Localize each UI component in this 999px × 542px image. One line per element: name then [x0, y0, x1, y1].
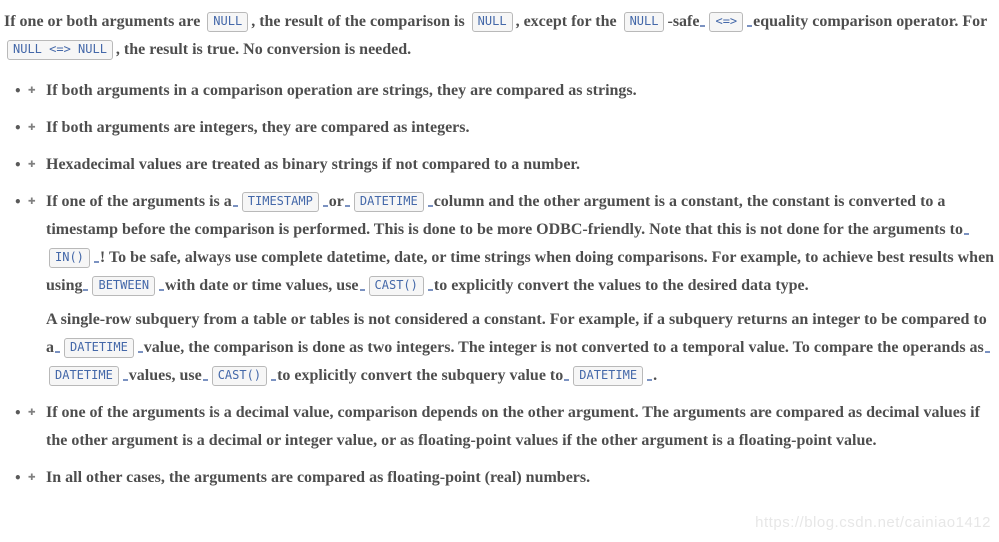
code-link[interactable]: DATETIME: [64, 338, 134, 358]
code-link[interactable]: BETWEEN: [92, 276, 155, 296]
anchor-arrow-icon[interactable]: ✚: [28, 473, 36, 483]
watermark-text: https://blog.csdn.net/cainiao1412: [755, 514, 991, 531]
link-underline-mark: [203, 366, 208, 381]
link-underline-mark: [964, 220, 969, 235]
bullet-dot: •: [14, 84, 22, 98]
intro-paragraph: If one or both arguments are NULL , the result of the comparison is NULL , except for the NULL -safe <=> equality comparison operator. For NULL <=> NULL , the result is true. No conversion is needed.: [4, 13, 987, 58]
list-item-paragraph: If one of the arguments is a TIMESTAMP or DATETIME column and the other argument is a constant, the constant is converted to a timestamp before the comparison is performed. This is done to be more ODBC-friendly. Note that this is not done for the arguments toIN() ! To be safe, always use complete datetime, date, or time strings when doing comparisons. For example, to achieve best results when using BETWEEN with date or time values, use CAST() to explicitly convert the values to the desired data type.: [46, 193, 995, 294]
link-underline-mark: [94, 248, 99, 263]
list-item: [14, 77, 999, 105]
list-item-content: [46, 188, 998, 390]
code-link[interactable]: IN(): [49, 248, 90, 268]
bullet-dot: •: [14, 406, 22, 420]
bullet-dot: •: [14, 471, 22, 485]
link-underline-mark: [985, 338, 990, 353]
code-link[interactable]: DATETIME: [573, 366, 643, 386]
list-item: [14, 399, 999, 455]
list-item-content: [46, 399, 998, 455]
link-underline-mark: [159, 276, 164, 291]
link-underline-mark: [55, 338, 60, 353]
list-item: [14, 464, 999, 492]
link-underline-mark: [345, 192, 350, 207]
anchor-arrow-icon[interactable]: ✚: [28, 123, 36, 133]
link-underline-mark: [83, 276, 88, 291]
list-item: [14, 151, 999, 179]
link-underline-mark: [323, 192, 328, 207]
link-underline-mark: [233, 192, 238, 207]
list-item-content: [46, 77, 998, 105]
anchor-arrow-icon[interactable]: ✚: [28, 408, 36, 418]
list-item-content: [46, 464, 998, 492]
code-literal: NULL <=> NULL: [7, 40, 113, 60]
code-literal: NULL: [207, 12, 248, 32]
list-item: [14, 188, 999, 390]
code-link[interactable]: DATETIME: [354, 192, 424, 212]
list-item-content: [46, 151, 998, 179]
code-link[interactable]: DATETIME: [49, 366, 119, 386]
link-underline-mark: [700, 12, 705, 27]
code-literal: NULL: [624, 12, 665, 32]
bullet-dot: •: [14, 195, 22, 209]
link-underline-mark: [647, 366, 652, 381]
link-underline-mark: [564, 366, 569, 381]
link-underline-mark: [271, 366, 276, 381]
link-underline-mark: [123, 366, 128, 381]
code-link[interactable]: CAST(): [369, 276, 424, 296]
bullet-dot: •: [14, 121, 22, 135]
link-underline-mark: [428, 192, 433, 207]
list-item-paragraph: If both arguments are integers, they are compared as integers.: [46, 119, 470, 136]
anchor-arrow-icon[interactable]: ✚: [28, 86, 36, 96]
anchor-arrow-icon[interactable]: ✚: [28, 197, 36, 207]
bullet-dot: •: [14, 158, 22, 172]
code-link[interactable]: <=>: [709, 12, 743, 32]
link-underline-mark: [138, 338, 143, 353]
list-item-paragraph: Hexadecimal values are treated as binary strings if not compared to a number.: [46, 156, 581, 173]
list-item-paragraph: A single-row subquery from a table or tables is not considered a constant. For example, if a subquery returns an integer to be compared to a DATETIME value, the comparison is done as two integers. The integer is not converted to a temporal value. To compare the operands asDATETIME values, use CAST() to explicitly convert the subquery value to DATETIME .: [46, 306, 998, 390]
comparison-rules-list: [4, 77, 999, 492]
code-link[interactable]: CAST(): [212, 366, 267, 386]
list-item-paragraph: If both arguments in a comparison operation are strings, they are compared as strings.: [46, 82, 637, 99]
list-item-paragraph: In all other cases, the arguments are compared as floating-point (real) numbers.: [46, 469, 591, 486]
link-underline-mark: [747, 12, 752, 27]
list-item: [14, 114, 999, 142]
code-link[interactable]: TIMESTAMP: [242, 192, 319, 212]
anchor-arrow-icon[interactable]: ✚: [28, 160, 36, 170]
code-literal: NULL: [472, 12, 513, 32]
link-underline-mark: [428, 276, 433, 291]
list-item-content: [46, 114, 998, 142]
list-item-paragraph: If one of the arguments is a decimal value, comparison depends on the other argument. The arguments are compared as decimal values if the other argument is a decimal or integer value, or as floating-point values if the other argument is a floating-point value.: [46, 404, 980, 449]
link-underline-mark: [360, 276, 365, 291]
